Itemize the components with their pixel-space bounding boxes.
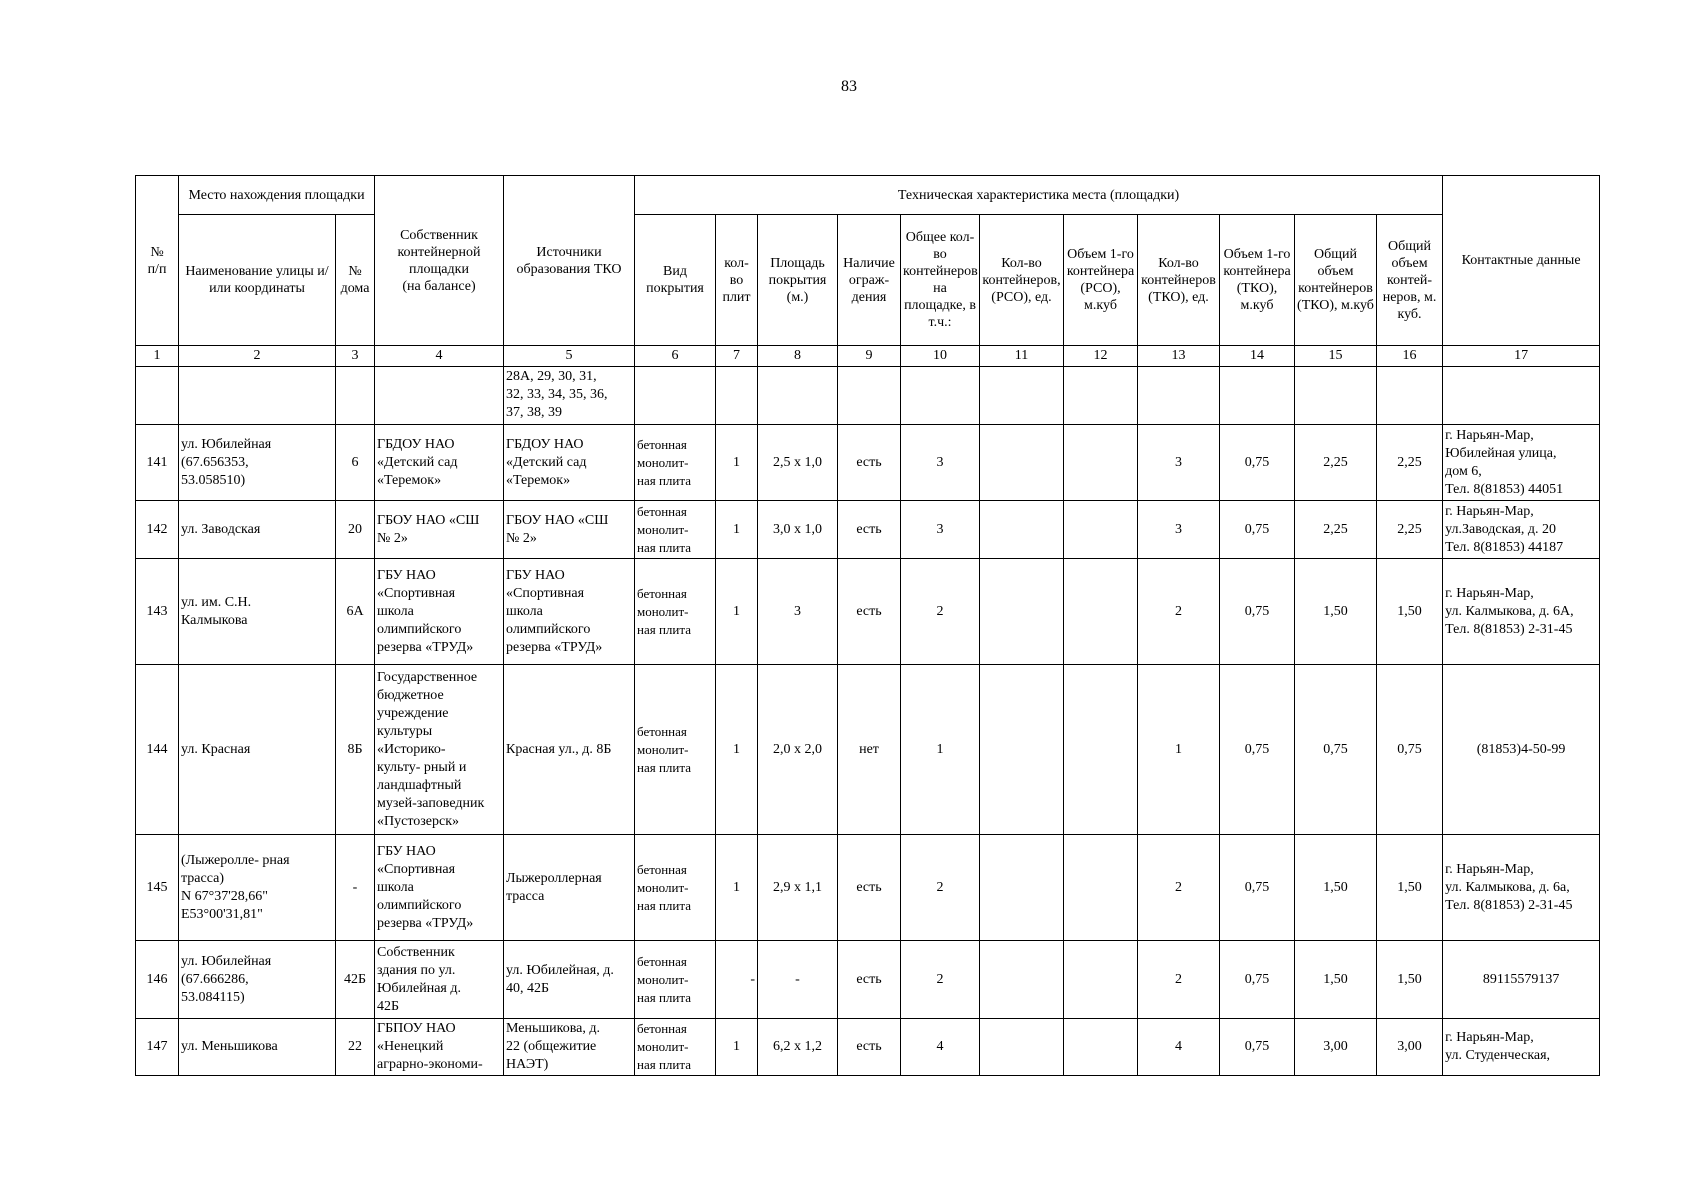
tko-count-cell: 1 <box>1138 665 1220 835</box>
rso-count-cell <box>980 501 1064 559</box>
tko-volume-cell: 0,75 <box>1220 835 1295 941</box>
header-owner: Собственник контейнерной площадки (на балансе) <box>375 176 504 346</box>
table-row <box>136 835 1600 941</box>
total-volume-cell: 2,25 <box>1377 501 1443 559</box>
street-cell: ул. Меньшикова <box>179 1019 336 1076</box>
street-cell: ул. Красная <box>179 665 336 835</box>
sources-cell: Красная ул., д. 8Б <box>504 665 635 835</box>
column-number-row <box>136 346 1600 367</box>
rso-volume-cell <box>1064 559 1138 665</box>
empty-cell <box>838 367 901 425</box>
column-number: 5 <box>504 346 635 367</box>
row-number: 144 <box>136 665 179 835</box>
street-cell: ул. Юбилейная (67.656353, 53.058510) <box>179 425 336 501</box>
area-cell: 3 <box>758 559 838 665</box>
total-volume-cell: 0,75 <box>1377 665 1443 835</box>
header-street: Наименование улицы и/или координаты <box>179 215 336 346</box>
empty-cell <box>1295 367 1377 425</box>
house-cell: 6А <box>336 559 375 665</box>
column-number: 1 <box>136 346 179 367</box>
contacts-cell: г. Нарьян-Мар, ул. Калмыкова, д. 6а, Тел. 8(81853) 2-31-45 <box>1443 835 1600 941</box>
row-number: 142 <box>136 501 179 559</box>
house-cell: 22 <box>336 1019 375 1076</box>
header-fence: Наличие ограж-дения <box>838 215 901 346</box>
column-number: 7 <box>716 346 758 367</box>
total-volume-cell: 2,25 <box>1377 425 1443 501</box>
header-sources: Источники образования ТКО <box>504 176 635 346</box>
column-number: 16 <box>1377 346 1443 367</box>
area-cell: 2,5 х 1,0 <box>758 425 838 501</box>
page-number: 83 <box>841 78 857 95</box>
slabs-cell: 1 <box>716 425 758 501</box>
row-number: 141 <box>136 425 179 501</box>
sources-cell: ул. Юбилейная, д. 40, 42Б <box>504 941 635 1019</box>
rso-volume-cell <box>1064 665 1138 835</box>
empty-cell <box>375 367 504 425</box>
fence-cell: есть <box>838 425 901 501</box>
rso-volume-cell <box>1064 835 1138 941</box>
column-number: 11 <box>980 346 1064 367</box>
house-cell: 42Б <box>336 941 375 1019</box>
rso-count-cell <box>980 665 1064 835</box>
total-containers-cell: 3 <box>901 501 980 559</box>
area-cell: 2,9 х 1,1 <box>758 835 838 941</box>
total-containers-cell: 1 <box>901 665 980 835</box>
tko-count-cell: 3 <box>1138 425 1220 501</box>
header-contacts: Контактные данные <box>1443 176 1600 346</box>
total-containers-cell: 3 <box>901 425 980 501</box>
container-sites-table <box>135 175 1600 1076</box>
area-cell: 3,0 х 1,0 <box>758 501 838 559</box>
table-row <box>136 941 1600 1019</box>
owner-cell: Государственное бюджетное учреждение культуры «Историко- культу- рный и ландшафтный музей-заповедник «Пустозерск» <box>375 665 504 835</box>
total-volume-cell: 1,50 <box>1377 835 1443 941</box>
contacts-cell: г. Нарьян-Мар, ул. Студенческая, <box>1443 1019 1600 1076</box>
area-cell: 6,2 х 1,2 <box>758 1019 838 1076</box>
fence-cell: есть <box>838 501 901 559</box>
total-containers-cell: 2 <box>901 941 980 1019</box>
column-number: 13 <box>1138 346 1220 367</box>
tko-count-cell: 2 <box>1138 835 1220 941</box>
column-number: 3 <box>336 346 375 367</box>
street-cell: ул. им. С.Н. Калмыкова <box>179 559 336 665</box>
header-coverage: Вид покрытия <box>635 215 716 346</box>
row-number: 147 <box>136 1019 179 1076</box>
tko-total-volume-cell: 1,50 <box>1295 941 1377 1019</box>
column-number: 14 <box>1220 346 1295 367</box>
row-number: 145 <box>136 835 179 941</box>
column-number: 10 <box>901 346 980 367</box>
sources-cell: ГБУ НАО «Спортивная школа олимпийского резерва «ТРУД» <box>504 559 635 665</box>
sources-cell: Лыжероллерная трасса <box>504 835 635 941</box>
house-cell: 8Б <box>336 665 375 835</box>
slabs-cell: - <box>716 941 758 1019</box>
rso-count-cell <box>980 1019 1064 1076</box>
header-rso-count: Кол-во контейнеров, (РСО), ед. <box>980 215 1064 346</box>
column-number: 2 <box>179 346 336 367</box>
house-cell: 20 <box>336 501 375 559</box>
slabs-cell: 1 <box>716 1019 758 1076</box>
area-cell: 2,0 х 2,0 <box>758 665 838 835</box>
rso-count-cell <box>980 425 1064 501</box>
column-number: 6 <box>635 346 716 367</box>
empty-cell <box>901 367 980 425</box>
owner-cell: ГБДОУ НАО «Детский сад «Теремок» <box>375 425 504 501</box>
owner-cell: ГБУ НАО «Спортивная школа олимпийского резерва «ТРУД» <box>375 835 504 941</box>
empty-cell <box>179 367 336 425</box>
fence-cell: есть <box>838 1019 901 1076</box>
rso-count-cell <box>980 835 1064 941</box>
coverage-cell: бетонная монолит- ная плита <box>635 941 716 1019</box>
header-tech: Техническая характеристика места (площадки) <box>635 176 1443 215</box>
contacts-cell: 89115579137 <box>1443 941 1600 1019</box>
coverage-cell: бетонная монолит- ная плита <box>635 501 716 559</box>
slabs-cell: 1 <box>716 501 758 559</box>
tko-total-volume-cell: 3,00 <box>1295 1019 1377 1076</box>
empty-cell <box>1138 367 1220 425</box>
empty-cell <box>336 367 375 425</box>
total-volume-cell: 1,50 <box>1377 941 1443 1019</box>
house-cell: 6 <box>336 425 375 501</box>
coverage-cell: бетонная монолит- ная плита <box>635 665 716 835</box>
row-number: 143 <box>136 559 179 665</box>
coverage-cell: бетонная монолит- ная плита <box>635 1019 716 1076</box>
area-cell: - <box>758 941 838 1019</box>
empty-cell <box>758 367 838 425</box>
fence-cell: есть <box>838 559 901 665</box>
coverage-cell: бетонная монолит- ная плита <box>635 425 716 501</box>
tko-volume-cell: 0,75 <box>1220 665 1295 835</box>
owner-cell: Собственник здания по ул. Юбилейная д. 42Б <box>375 941 504 1019</box>
street-cell: ул. Заводская <box>179 501 336 559</box>
contacts-cell: г. Нарьян-Мар, ул. Калмыкова, д. 6А, Тел. 8(81853) 2-31-45 <box>1443 559 1600 665</box>
header-slabs: кол-во плит <box>716 215 758 346</box>
column-number: 12 <box>1064 346 1138 367</box>
tko-volume-cell: 0,75 <box>1220 501 1295 559</box>
rso-volume-cell <box>1064 941 1138 1019</box>
empty-cell <box>1064 367 1138 425</box>
contacts-cell: г. Нарьян-Мар, ул.Заводская, д. 20 Тел. 8(81853) 44187 <box>1443 501 1600 559</box>
empty-cell <box>1220 367 1295 425</box>
column-number: 4 <box>375 346 504 367</box>
header-house: № дома <box>336 215 375 346</box>
owner-cell: ГБУ НАО «Спортивная школа олимпийского резерва «ТРУД» <box>375 559 504 665</box>
header-tko-total-volume: Общий объем контейнеров (ТКО), м.куб <box>1295 215 1377 346</box>
rso-count-cell <box>980 941 1064 1019</box>
coverage-cell: бетонная монолит- ная плита <box>635 559 716 665</box>
tko-count-cell: 2 <box>1138 559 1220 665</box>
tko-total-volume-cell: 2,25 <box>1295 501 1377 559</box>
table-row <box>136 665 1600 835</box>
row-number: 146 <box>136 941 179 1019</box>
house-cell: - <box>336 835 375 941</box>
header-tko-count: Кол-во контейнеров (ТКО), ед. <box>1138 215 1220 346</box>
header-location: Место нахождения площадки <box>179 176 375 215</box>
tko-volume-cell: 0,75 <box>1220 559 1295 665</box>
column-number: 9 <box>838 346 901 367</box>
header-no: № п/п <box>136 176 179 346</box>
slabs-cell: 1 <box>716 559 758 665</box>
slabs-cell: 1 <box>716 835 758 941</box>
sources-cell: ГБДОУ НАО «Детский сад «Теремок» <box>504 425 635 501</box>
street-cell: (Лыжеролле- рная трасса) N 67°37'28,66" E53°00'31,81" <box>179 835 336 941</box>
empty-cell <box>980 367 1064 425</box>
header-area: Площадь покрытия (м.) <box>758 215 838 346</box>
total-volume-cell: 1,50 <box>1377 559 1443 665</box>
header-total-containers: Общее кол-во контейнеров на площадке, в т.ч.: <box>901 215 980 346</box>
sources-cell: ГБОУ НАО «СШ № 2» <box>504 501 635 559</box>
fence-cell: нет <box>838 665 901 835</box>
table-row <box>136 425 1600 501</box>
rso-volume-cell <box>1064 425 1138 501</box>
column-number: 15 <box>1295 346 1377 367</box>
table-row <box>136 501 1600 559</box>
slabs-cell: 1 <box>716 665 758 835</box>
column-number: 8 <box>758 346 838 367</box>
street-cell: ул. Юбилейная (67.666286, 53.084115) <box>179 941 336 1019</box>
empty-cell <box>716 367 758 425</box>
total-containers-cell: 4 <box>901 1019 980 1076</box>
table-row <box>136 559 1600 665</box>
coverage-cell: бетонная монолит- ная плита <box>635 835 716 941</box>
empty-cell <box>1443 367 1600 425</box>
column-number: 17 <box>1443 346 1600 367</box>
carry-over-row <box>136 367 1600 425</box>
fence-cell: есть <box>838 835 901 941</box>
empty-cell <box>635 367 716 425</box>
tko-total-volume-cell: 2,25 <box>1295 425 1377 501</box>
tko-volume-cell: 0,75 <box>1220 1019 1295 1076</box>
header-total-volume: Общий объем контей-неров, м. куб. <box>1377 215 1443 346</box>
tko-total-volume-cell: 0,75 <box>1295 665 1377 835</box>
contacts-cell: г. Нарьян-Мар, Юбилейная улица, дом 6, Тел. 8(81853) 44051 <box>1443 425 1600 501</box>
tko-count-cell: 4 <box>1138 1019 1220 1076</box>
tko-count-cell: 2 <box>1138 941 1220 1019</box>
total-containers-cell: 2 <box>901 559 980 665</box>
total-containers-cell: 2 <box>901 835 980 941</box>
table-row <box>136 1019 1600 1076</box>
empty-cell <box>1377 367 1443 425</box>
empty-cell <box>136 367 179 425</box>
total-volume-cell: 3,00 <box>1377 1019 1443 1076</box>
rso-volume-cell <box>1064 1019 1138 1076</box>
sources-cell: Меньшикова, д. 22 (общежитие НАЭТ) <box>504 1019 635 1076</box>
carry-over-sources: 28А, 29, 30, 31, 32, 33, 34, 35, 36, 37, 38, 39 <box>504 367 635 425</box>
owner-cell: ГБОУ НАО «СШ № 2» <box>375 501 504 559</box>
owner-cell: ГБПОУ НАО «Ненецкий аграрно-экономи- <box>375 1019 504 1076</box>
header-tko-volume: Объем 1-го контейнера (ТКО), м.куб <box>1220 215 1295 346</box>
rso-volume-cell <box>1064 501 1138 559</box>
rso-count-cell <box>980 559 1064 665</box>
tko-total-volume-cell: 1,50 <box>1295 835 1377 941</box>
tko-total-volume-cell: 1,50 <box>1295 559 1377 665</box>
tko-volume-cell: 0,75 <box>1220 425 1295 501</box>
tko-volume-cell: 0,75 <box>1220 941 1295 1019</box>
contacts-cell: (81853)4-50-99 <box>1443 665 1600 835</box>
tko-count-cell: 3 <box>1138 501 1220 559</box>
header-rso-volume: Объем 1-го контейнера (РСО), м.куб <box>1064 215 1138 346</box>
fence-cell: есть <box>838 941 901 1019</box>
